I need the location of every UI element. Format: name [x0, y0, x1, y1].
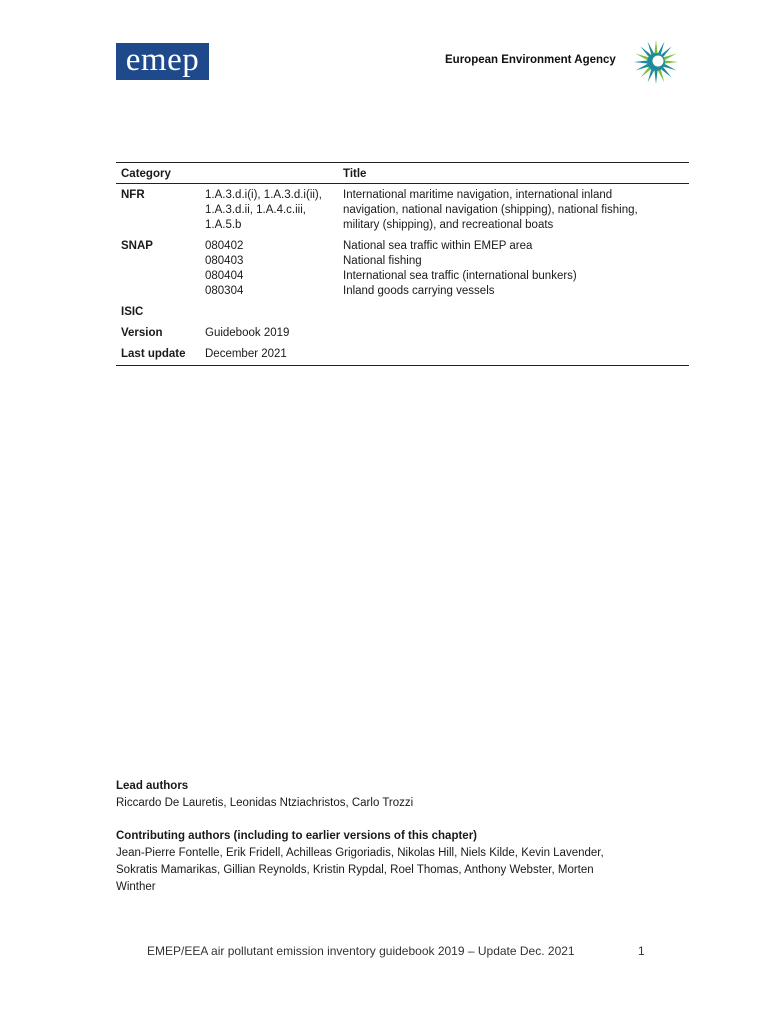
footer-text: EMEP/EEA air pollutant emission inventory guidebook 2019 – Update Dec. 2021	[147, 944, 575, 958]
page-number: 1	[638, 944, 645, 958]
row-category: SNAP	[121, 240, 153, 252]
sun-ray	[665, 60, 678, 63]
document-info-table	[116, 162, 689, 366]
table-row	[116, 343, 689, 366]
row-titles	[338, 343, 689, 366]
eea-sun-logo-icon	[632, 38, 680, 86]
header-category: Category	[116, 163, 200, 184]
lead-authors-heading: Lead authors	[116, 780, 189, 792]
title-line: military (shipping), and recreational boats	[343, 219, 554, 231]
sun-ray	[661, 67, 671, 77]
row-category: Version	[121, 327, 163, 339]
sun-ray	[648, 42, 654, 55]
code-line: December 2021	[205, 348, 287, 360]
table-row	[116, 301, 689, 322]
code-line: 080402	[205, 240, 244, 252]
sun-ray	[648, 70, 654, 83]
row-titles	[338, 235, 689, 301]
title-line: International sea traffic (international bunkers)	[343, 270, 577, 282]
sun-ray	[658, 42, 664, 55]
title-line: International maritime navigation, international inland	[343, 189, 613, 201]
title-line: Inland goods carrying vessels	[343, 285, 495, 297]
code-line: 1.A.3.d.ii, 1.A.4.c.iii,	[205, 204, 306, 216]
row-titles	[338, 322, 689, 343]
title-line: National fishing	[343, 255, 422, 267]
header-code	[200, 163, 338, 184]
lead-authors-names: Riccardo De Lauretis, Leonidas Ntziachristos, Carlo Trozzi	[116, 797, 414, 809]
sun-ray	[636, 54, 649, 60]
title-line: navigation, national navigation (shipping), national fishing,	[343, 204, 638, 216]
header-title: Title	[338, 163, 689, 184]
row-codes	[200, 235, 338, 301]
row-codes	[200, 343, 338, 366]
sun-ray	[654, 71, 657, 84]
code-line: 1.A.3.d.i(i), 1.A.3.d.i(ii),	[205, 189, 322, 201]
sun-ray	[664, 54, 677, 60]
sun-ray	[661, 46, 671, 56]
row-category: ISIC	[121, 306, 144, 318]
table-row	[116, 322, 689, 343]
row-titles	[338, 184, 689, 236]
code-line: 080403	[205, 255, 244, 267]
sun-ray	[664, 64, 677, 70]
sun-ray	[654, 40, 657, 53]
row-codes	[200, 184, 338, 236]
contributing-authors-heading: Contributing authors (including to earlier versions of this chapter)	[116, 830, 477, 842]
sun-ray	[640, 46, 650, 56]
sun-ray	[640, 67, 650, 77]
code-line: 080304	[205, 285, 244, 297]
row-category: NFR	[121, 189, 145, 201]
authors-section	[116, 778, 676, 896]
contributing-authors-line: Jean-Pierre Fontelle, Erik Fridell, Achilleas Grigoriadis, Nikolas Hill, Niels Kilde, Kevin Lavender,	[116, 847, 604, 859]
row-category: Last update	[116, 343, 200, 366]
contributing-authors-line: Winther	[116, 881, 156, 893]
row-codes	[200, 301, 338, 322]
code-line: 1.A.5.b	[205, 219, 242, 231]
sun-ray	[658, 70, 664, 83]
sun-inner	[653, 56, 664, 67]
agency-name: European Environment Agency	[445, 54, 616, 66]
table-row	[116, 184, 689, 236]
table-header-row	[116, 163, 689, 184]
title-line: National sea traffic within EMEP area	[343, 240, 533, 252]
emep-logo: emep	[116, 43, 209, 80]
code-line: 080404	[205, 270, 244, 282]
table-row	[116, 235, 689, 301]
contributing-authors-line: Sokratis Mamarikas, Gillian Reynolds, Kristin Rypdal, Roel Thomas, Anthony Webster, Morten	[116, 864, 594, 876]
code-line: Guidebook 2019	[205, 327, 290, 339]
row-codes	[200, 322, 338, 343]
sun-ray	[636, 64, 649, 70]
sun-ray	[634, 60, 647, 63]
row-titles	[338, 301, 689, 322]
